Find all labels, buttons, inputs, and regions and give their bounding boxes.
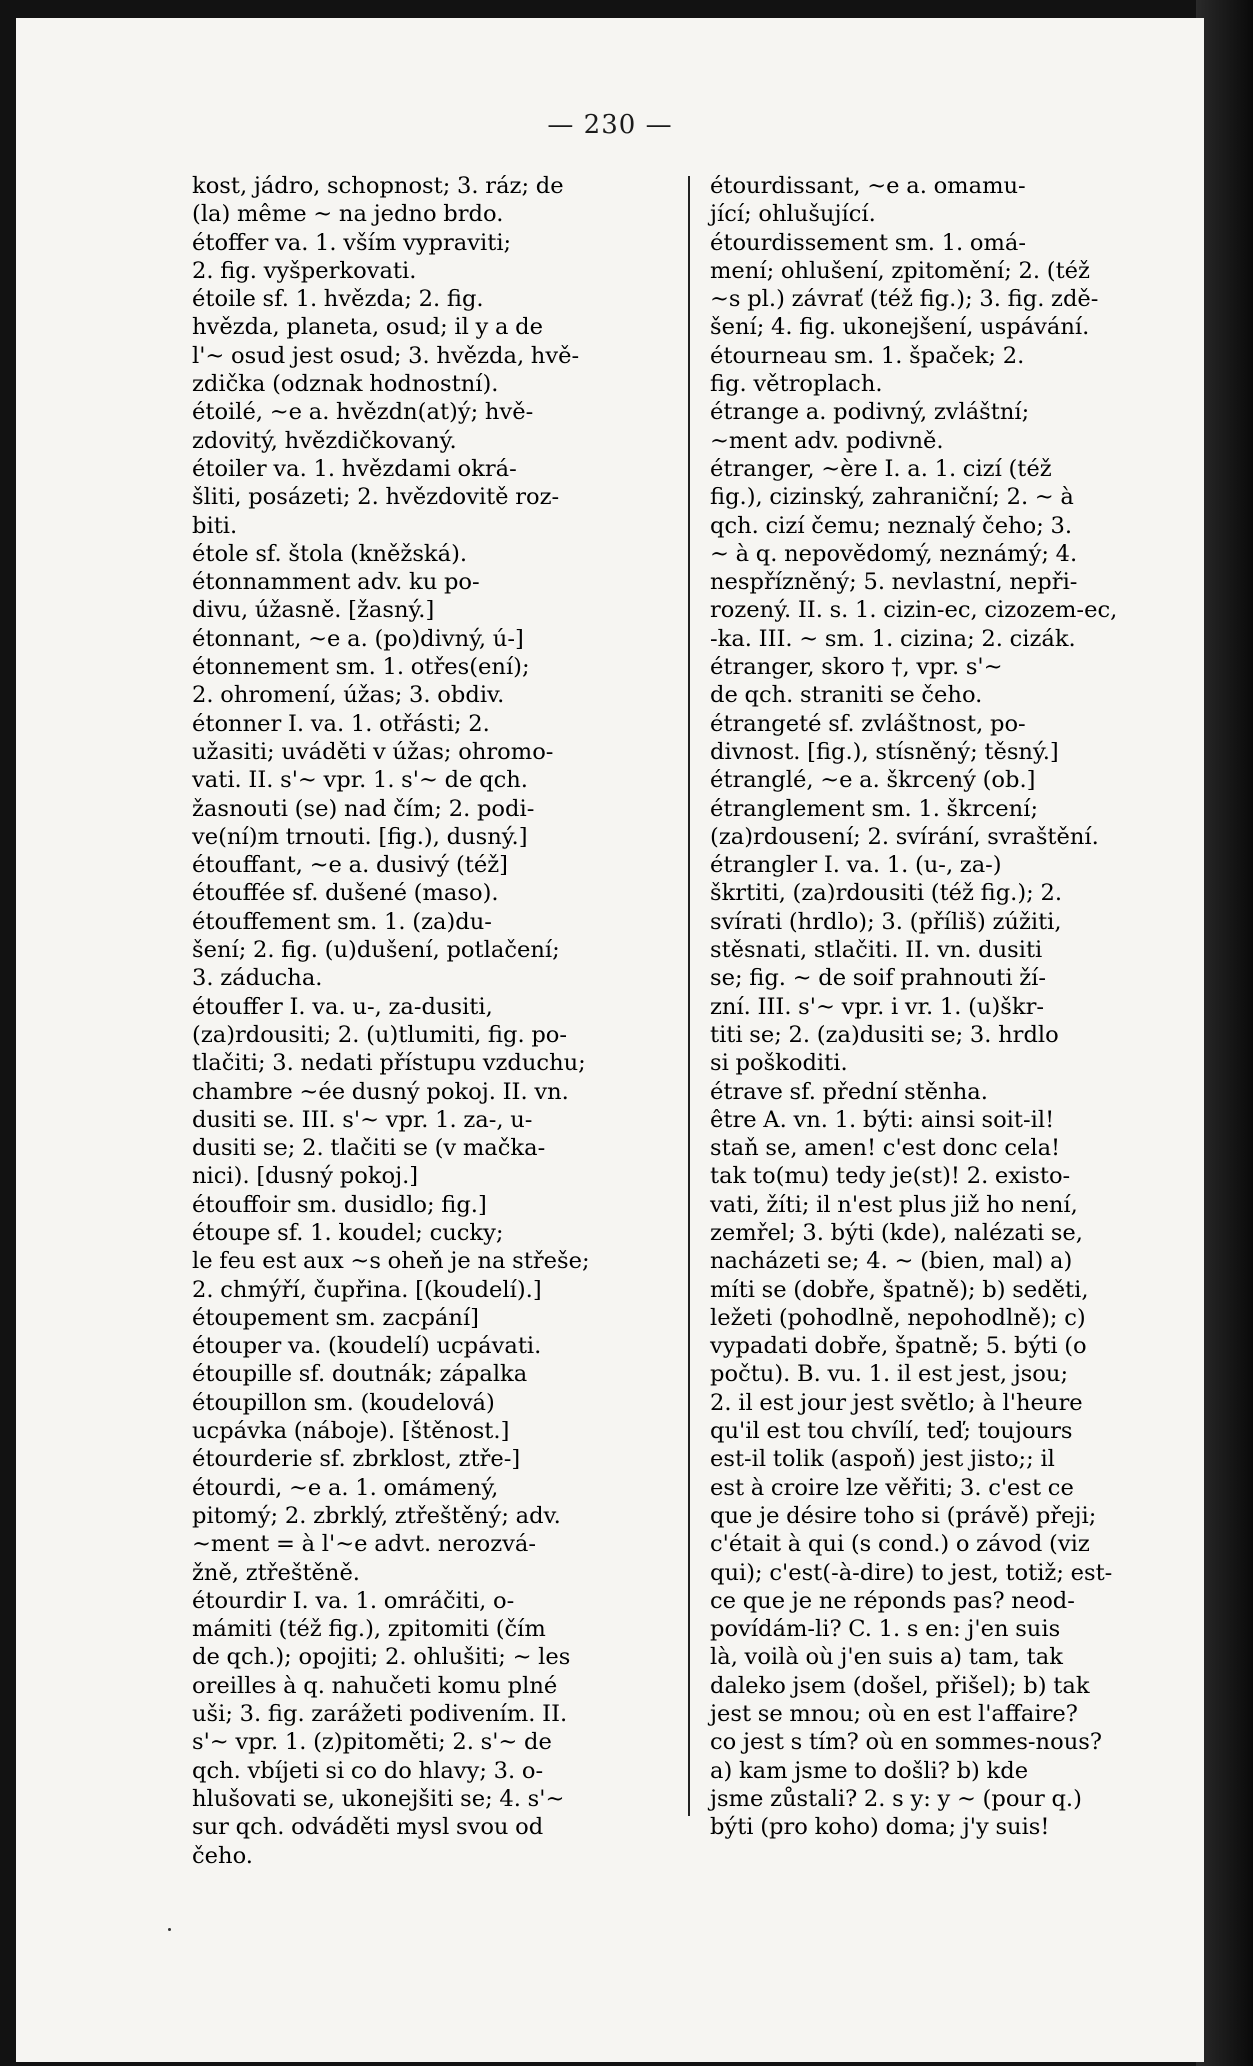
dictionary-line: vypadati dobře, špatně; 5. býti (o (710, 1333, 1087, 1360)
dictionary-line: (za)rdousení; 2. svírání, svraštění. (710, 823, 1099, 850)
dictionary-line: jest se mnou; où en est l'affaire? (710, 1701, 1078, 1728)
dictionary-line: est à croire lze věřiti; 3. c'est ce (710, 1474, 1074, 1501)
dictionary-line: qu'il est tou chvílí, teď; toujours (710, 1418, 1073, 1445)
dictionary-line: vati, žíti; il n'est plus již ho není, (710, 1191, 1078, 1218)
dictionary-line: 3. záducha. (192, 965, 323, 992)
dictionary-line: étoffer va. 1. vším vypraviti; (192, 229, 512, 256)
dictionary-line: 2. fig. vyšperkovati. (192, 257, 417, 284)
dictionary-line: étouffoir sm. dusidlo; fig.] (192, 1191, 487, 1218)
dictionary-line: être A. vn. 1. býti: ainsi soit-il! (710, 1106, 1055, 1133)
dictionary-line: býti (pro koho) doma; j'y suis! (710, 1814, 1050, 1841)
dictionary-line: zní. III. s'~ vpr. i vr. 1. (u)škr- (710, 993, 1045, 1020)
dictionary-line: (la) même ~ na jedno brdo. (192, 201, 504, 228)
dictionary-line: l'~ osud jest osud; 3. hvězda, hvě- (192, 342, 580, 369)
dictionary-line: étrave sf. přední stěnha. (710, 1078, 988, 1105)
dictionary-line: étourneau sm. 1. špaček; 2. (710, 342, 1025, 369)
dictionary-line: étrange a. podivný, zvláštní; (710, 399, 1030, 426)
dictionary-line: žasnouti (se) nad čím; 2. podi- (192, 795, 535, 822)
dictionary-line: étoiler va. 1. hvězdami okrá- (192, 455, 517, 482)
dictionary-line: hlušovati se, ukonejšiti se; 4. s'~ (192, 1785, 565, 1812)
dictionary-line: est-il tolik (aspoň) jest jisto;; il (710, 1446, 1055, 1473)
dictionary-line: dusiti se; 2. tlačiti se (v mačka- (192, 1135, 546, 1162)
dictionary-line: tlačiti; 3. nedati přístupu vzduchu; (192, 1050, 586, 1077)
speck-mark (168, 1928, 171, 1931)
dictionary-line: le feu est aux ~s oheň je na střeše; (192, 1248, 590, 1275)
dictionary-line: s'~ vpr. 1. (z)pitoměti; 2. s'~ de (192, 1729, 552, 1756)
dictionary-line: étonnant, ~e a. (po)divný, ú-] (192, 625, 524, 652)
dictionary-line: kost, jádro, schopnost; 3. ráz; de (192, 173, 564, 199)
dictionary-line: étranglé, ~e a. škrcený (ob.] (710, 767, 1036, 794)
dictionary-line: biti. (192, 512, 238, 539)
dictionary-line: ~ment = à l'~e advt. nerozvá- (192, 1531, 536, 1558)
dictionary-line: -ka. III. ~ sm. 1. cizina; 2. cizák. (710, 625, 1076, 652)
dictionary-line: mámiti (též fig.), zpitomiti (čím (192, 1616, 546, 1643)
dictionary-line: étouffant, ~e a. dusivý (též] (192, 852, 508, 879)
dictionary-line: étranglement sm. 1. škrcení; (710, 795, 1039, 822)
dictionary-line: jsme zůstali? 2. s y: y ~ (pour q.) (710, 1785, 1082, 1812)
dictionary-line: povídám-li? C. 1. s en: j'en suis (710, 1616, 1061, 1643)
dictionary-line: qch. cizí čemu; neznalý čeho; 3. (710, 512, 1073, 539)
dictionary-line: de qch.); opojiti; 2. ohlušiti; ~ les (192, 1644, 571, 1671)
dictionary-line: zdovitý, hvězdičkovaný. (192, 427, 457, 454)
dictionary-line: dusiti se. III. s'~ vpr. 1. za-, u- (192, 1106, 533, 1133)
dictionary-line: fig.), cizinský, zahraniční; 2. ~ à (710, 484, 1074, 511)
dictionary-line: staň se, amen! c'est donc cela! (710, 1135, 1061, 1162)
dictionary-line: qch. vbíjeti si co do hlavy; 3. o- (192, 1757, 544, 1784)
dictionary-line: jící; ohlušující. (710, 201, 876, 228)
dictionary-line: étoupe sf. 1. koudel; cucky; (192, 1219, 504, 1246)
dictionary-line: étole sf. štola (kněžská). (192, 540, 468, 567)
dictionary-line: pitomý; 2. zbrklý, ztřeštěný; adv. (192, 1502, 561, 1529)
dictionary-line: étouffer I. va. u-, za-dusiti, (192, 993, 493, 1020)
dictionary-line: étonnamment adv. ku po- (192, 569, 480, 596)
dictionary-line: svírati (hrdlo); 3. (příliš) zúžiti, (710, 908, 1062, 935)
dictionary-line: tak to(mu) tedy je(st)! 2. existo- (710, 1163, 1071, 1190)
dictionary-line: užasiti; uváděti v úžas; ohromo- (192, 738, 554, 765)
dictionary-line: divnost. [fig.), stísněný; těsný.] (710, 738, 1059, 765)
dictionary-line: zdička (odznak hodnostní). (192, 371, 499, 398)
book-spine-shadow (1196, 0, 1253, 2066)
dictionary-line: chambre ~ée dusný pokoj. II. vn. (192, 1078, 569, 1105)
dictionary-line: c'était à qui (s cond.) o závod (viz (710, 1531, 1090, 1558)
dictionary-line: là, voilà où j'en suis a) tam, tak (710, 1644, 1063, 1671)
dictionary-line: étranger, skoro †, vpr. s'~ (710, 654, 1003, 681)
dictionary-line: étouper va. (koudelí) ucpávati. (192, 1333, 542, 1360)
dictionary-line: ~ à q. nepovědomý, neznámý; 4. (710, 540, 1078, 567)
dictionary-line: šení; 4. fig. ukonejšení, uspávání. (710, 314, 1090, 341)
dictionary-line: se; fig. ~ de soif prahnouti ží- (710, 965, 1046, 992)
dictionary-line: nici). [dusný pokoj.] (192, 1163, 419, 1190)
dictionary-line: étrangler I. va. 1. (u-, za-) (710, 852, 1002, 879)
dictionary-line: hvězda, planeta, osud; il y a de (192, 314, 543, 341)
column-divider (688, 176, 690, 1816)
dictionary-line: étonner I. va. 1. otřásti; 2. (192, 710, 490, 737)
dictionary-line: étourdi, ~e a. 1. omámený, (192, 1474, 499, 1501)
dictionary-line: étranger, ~ère I. a. 1. cizí (též (710, 455, 1052, 482)
dictionary-line: si poškoditi. (710, 1050, 848, 1077)
dictionary-line: nacházeti se; 4. ~ (bien, mal) a) (710, 1248, 1073, 1275)
dictionary-line: étouffement sm. 1. (za)du- (192, 908, 492, 935)
dictionary-line: stěsnati, stlačiti. II. vn. dusiti (710, 937, 1043, 964)
dictionary-line: étourderie sf. zbrklost, ztře-] (192, 1446, 521, 1473)
dictionary-line: ve(ní)m trnouti. [fig.), dusný.] (192, 823, 528, 850)
dictionary-line: étourdir I. va. 1. omráčiti, o- (192, 1587, 515, 1614)
dictionary-line: vati. II. s'~ vpr. 1. s'~ de qch. (192, 767, 528, 794)
dictionary-line: čeho. (192, 1842, 253, 1869)
dictionary-line: ~s pl.) závrať (též fig.); 3. fig. zdě- (710, 286, 1099, 313)
dictionary-line: titi se; 2. (za)dusiti se; 3. hrdlo (710, 1021, 1059, 1048)
dictionary-line: divu, úžasně. [žasný.] (192, 597, 435, 624)
dictionary-line: ležeti (pohodlně, nepohodlně); c) (710, 1304, 1086, 1331)
dictionary-line: ~ment adv. podivně. (710, 427, 944, 454)
dictionary-line: rozený. II. s. 1. cizin-ec, cizozem-ec, (710, 597, 1118, 624)
dictionary-line: škrtiti, (za)rdousiti (též fig.); 2. (710, 880, 1063, 907)
dictionary-line: mení; ohlušení, zpitomění; 2. (též (710, 257, 1090, 284)
dictionary-line: étoupillon sm. (koudelová) (192, 1389, 495, 1416)
dictionary-line: (za)rdousiti; 2. (u)tlumiti, fig. po- (192, 1021, 568, 1048)
dictionary-line: de qch. straniti se čeho. (710, 682, 983, 709)
dictionary-line: que je désire toho si (právě) přeji; (710, 1502, 1097, 1529)
dictionary-line: étourdissant, ~e a. omamu- (710, 173, 1026, 199)
dictionary-line: 2. chmýří, čupřina. [(koudelí).] (192, 1276, 542, 1303)
dictionary-line: étourdissement sm. 1. omá- (710, 229, 1027, 256)
dictionary-line: a) kam jsme to došli? b) kde (710, 1757, 1029, 1784)
dictionary-line: oreilles à q. nahučeti komu plné (192, 1672, 558, 1699)
dictionary-line: zemřel; 3. býti (kde), nalézati se, (710, 1219, 1083, 1246)
dictionary-line: sur qch. odváděti mysl svou od (192, 1814, 544, 1841)
dictionary-line: počtu). B. vu. 1. il est jest, jsou; (710, 1361, 1069, 1388)
left-column (192, 172, 672, 1870)
dictionary-line: nespřízněný; 5. nevlastní, nepři- (710, 569, 1078, 596)
dictionary-line: étonnement sm. 1. otřes(ení); (192, 654, 530, 681)
dictionary-line: étoupement sm. zacpání] (192, 1304, 479, 1331)
dictionary-line: étoupille sf. doutnák; zápalka (192, 1361, 528, 1388)
dictionary-line: daleko jsem (došel, přišel); b) tak (710, 1672, 1090, 1699)
dictionary-line: 2. ohromení, úžas; 3. obdiv. (192, 682, 505, 709)
dictionary-line: étrangeté sf. zvláštnost, po- (710, 710, 1026, 737)
dictionary-line: 2. il est jour jest světlo; à l'heure (710, 1389, 1083, 1416)
dictionary-line: étouffée sf. dušené (maso). (192, 880, 499, 907)
dictionary-line: šliti, posázeti; 2. hvězdovitě roz- (192, 484, 560, 511)
dictionary-line: fig. větroplach. (710, 371, 883, 398)
dictionary-line: žně, ztřeštěně. (192, 1559, 360, 1586)
dictionary-line: étoilé, ~e a. hvězdn(at)ý; hvě- (192, 399, 534, 426)
dictionary-line: ce que je ne réponds pas? neod- (710, 1587, 1075, 1614)
dictionary-line: uši; 3. fig. zarážeti podivením. II. (192, 1701, 568, 1728)
dictionary-line: qui); c'est(-à-dire) to jest, totiž; est- (710, 1559, 1113, 1586)
dictionary-line: ucpávka (náboje). [štěnost.] (192, 1418, 510, 1445)
dictionary-line: šení; 2. fig. (u)dušení, potlačení; (192, 937, 560, 964)
page-number: — 230 — (547, 110, 673, 140)
right-column (710, 172, 1178, 1842)
dictionary-line: étoile sf. 1. hvězda; 2. fig. (192, 286, 484, 313)
dictionary-line: co jest s tím? où en sommes-nous? (710, 1729, 1102, 1756)
dictionary-line: míti se (dobře, špatně); b) seděti, (710, 1276, 1089, 1303)
